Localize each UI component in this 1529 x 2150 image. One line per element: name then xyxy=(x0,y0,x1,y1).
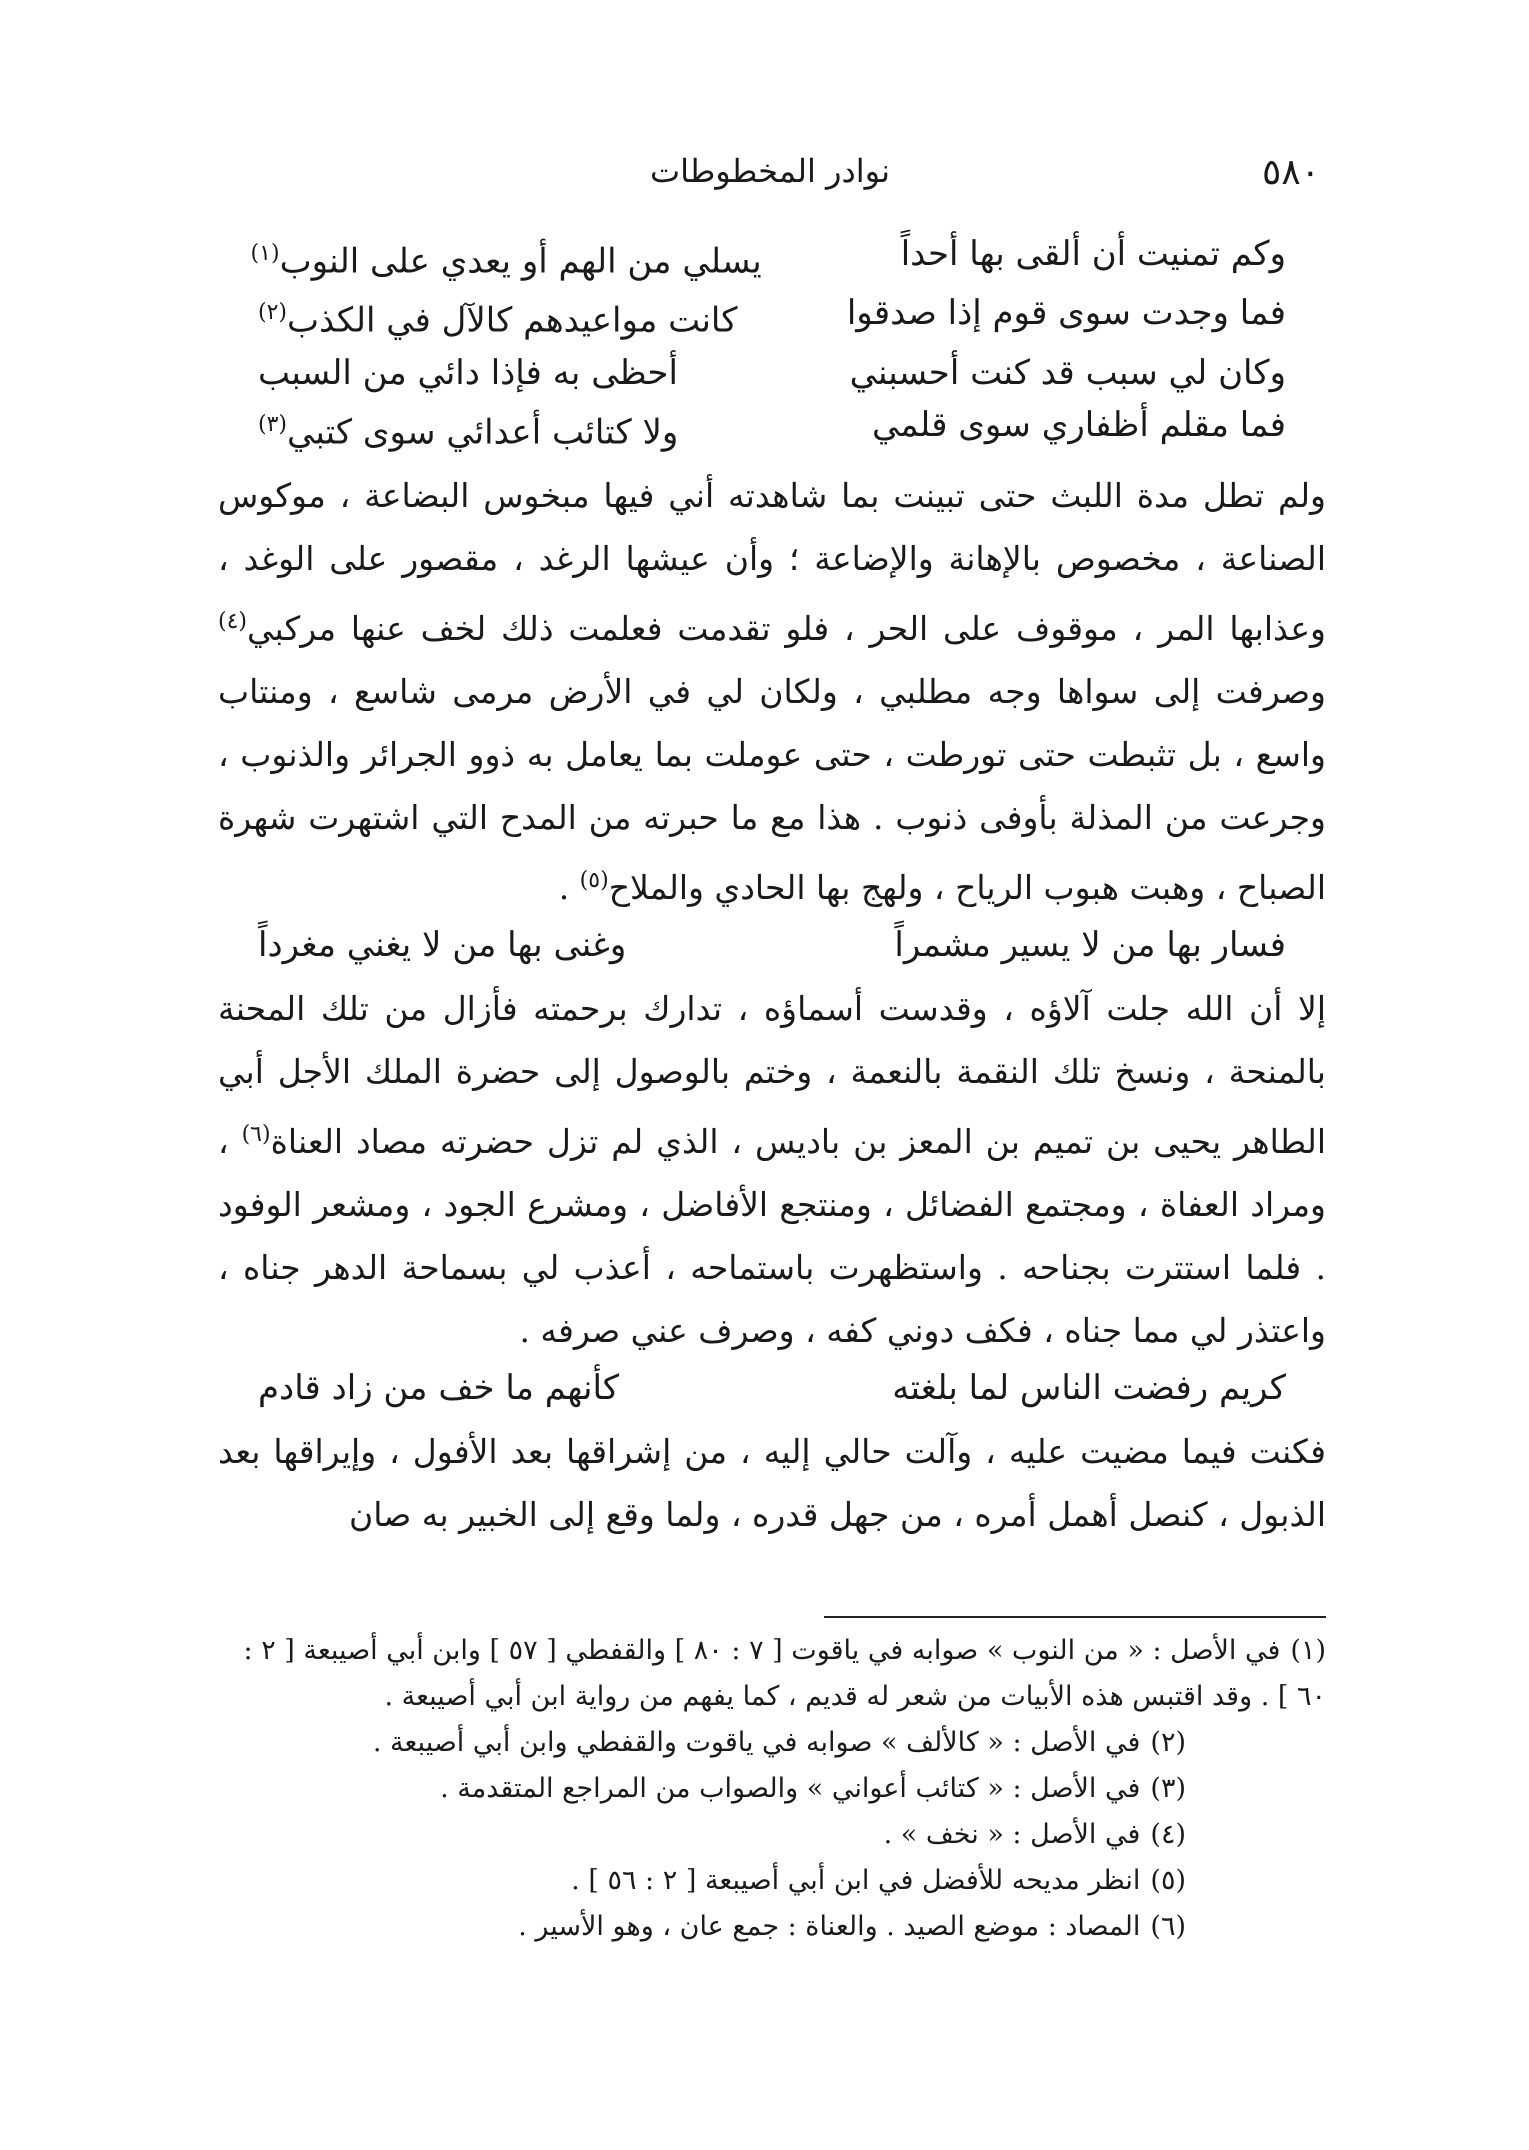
verse-line xyxy=(218,919,1326,971)
footnote-ref: (٣) xyxy=(258,411,288,437)
verse-line xyxy=(218,399,1326,458)
verse-hemistich: أحظى به فإذا دائي من السبب xyxy=(258,352,678,393)
footnote-text: المصاد : موضع الصيد . والعناة : جمع عان ، وهو الأسير . xyxy=(518,1911,1141,1942)
footnote-number: (١) xyxy=(1290,1635,1326,1666)
footnote-ref: (٢) xyxy=(258,300,288,326)
verse-line xyxy=(218,287,1326,346)
footnote xyxy=(218,1766,1326,1812)
page-header xyxy=(220,152,1320,212)
footnote-number: (٣) xyxy=(1150,1773,1186,1804)
footnote-divider xyxy=(824,1616,1326,1618)
footnote-ref: (٦) xyxy=(241,1121,271,1147)
verse-line xyxy=(218,228,1326,287)
verse-hemistich: كانت مواعيدهم كالآل في الكذب$^{(٢)}$ xyxy=(258,300,738,341)
verse-hemistich: فما مقلم أظفاري سوى قلمي xyxy=(871,404,1286,445)
footnote xyxy=(218,1720,1326,1766)
footnote-number: (٦) xyxy=(1150,1911,1186,1942)
verse-hemistich: وغنى بها من لا يغني مغرداً xyxy=(258,924,627,965)
paragraph: فكنت فيما مضيت عليه ، وآلت حالي إليه ، من إشراقها بعد الأفول ، وإيراقها بعد الذبول ، كنصل أهمل أمره ، من جهل قدره ، ولما وقع إلى الخبير به صان xyxy=(218,1431,1326,1534)
verse-hemistich: كأنهم ما خف من زاد قادم xyxy=(258,1367,620,1408)
verse-hemistich: فسار بها من لا يسير مشمراً xyxy=(894,924,1286,965)
verse-line xyxy=(218,1362,1326,1414)
verse-hemistich: ولا كتائب أعدائي سوى كتبي$^{(٣)}$ xyxy=(258,411,679,452)
page-number: ٥٨٠ xyxy=(1261,152,1320,193)
footnote-text: في الأصل : « نخف » . xyxy=(883,1819,1141,1850)
footnote-text: في الأصل : « كتائب أعواني » والصواب من المراجع المتقدمة . xyxy=(440,1773,1141,1804)
verse-hemistich: كريم رفضت الناس لما بلغته xyxy=(892,1367,1286,1408)
verse-hemistich: وكم تمنيت أن ألقى بها أحداً xyxy=(900,234,1286,274)
footnote-number: (٤) xyxy=(1150,1819,1186,1850)
footnote xyxy=(218,1858,1326,1904)
main-text xyxy=(218,228,1326,1546)
verse-hemistich: يسلي من الهم أو يعدي على النوب$^{(١)}$ xyxy=(250,241,762,282)
footnote-text: في الأصل : « كالألف » صوابه في ياقوت والقفطي وابن أبي أصيبعة . xyxy=(372,1727,1141,1758)
paragraph: ولم تطل مدة اللبث حتى تبينت بما شاهدته أني فيها مبخوس البضاعة ، موكوس الصناعة ، مخصوص بالإهانة والإضاعة ؛ وأن عيشها الرغد ، مقصور على الوغد ، وعذابها المر ، موقوف على الحر ، فلو تقدمت فعلمت ذلك لخف عنها مركبي$^{(٤)}$ وصرفت إلى سواها وجه مطلبي ، ولكان لي في الأرض مرمى شاسع ، ومنتاب واسع ، بل تثبطت حتى تورطت ، حتى عوملت بما يعامل به ذوو الجرائر والذنوب ، وجرعت من المذلة بأوفى ذنوب . هذا مع ما حبرته من المدح التي اشتهرت شهرة الصباح ، وهبت هبوب الرياح ، ولهج بها الحادي والملاح$^{(٥)}$ . xyxy=(218,475,1326,907)
footnote xyxy=(218,1812,1326,1858)
verse-hemistich: وكان لي سبب قد كنت أحسبني xyxy=(849,352,1286,393)
footnote-text: في الأصل : « من النوب » صوابه في ياقوت [ ٧ : ٨٠ ] والقفطي [ ٥٧ ] وابن أبي أصيبعة [ ٢ : ٦٠ ] . وقد اقتبس هذه الأبيات من شعر له قديم ، كما يفهم من رواية ابن أبي أصيبعة . xyxy=(243,1635,1326,1712)
footnotes xyxy=(218,1628,1326,1950)
footnote xyxy=(218,1628,1326,1720)
footnote-ref: (٤) xyxy=(218,608,248,634)
footnote-text: انظر مديحه للأفضل في ابن أبي أصيبعة [ ٢ : ٥٦ ] . xyxy=(571,1865,1141,1896)
verse-hemistich: فما وجدت سوى قوم إذا صدقوا xyxy=(846,293,1286,334)
verse-line xyxy=(218,347,1326,399)
footnote-ref: (١) xyxy=(250,241,280,266)
footnote-number: (٥) xyxy=(1150,1865,1186,1896)
paragraph: إلا أن الله جلت آلاؤه ، وقدست أسماؤه ، تدارك برحمته فأزال من تلك المحنة بالمنحة ، ونسخ تلك النقمة بالنعمة ، وختم بالوصول إلى حضرة الملك الأجل أبي الطاهر يحيى بن تميم بن المعز بن باديس ، الذي لم تزل حضرته مصاد العناة$^{(٦)}$ ، ومراد العفاة ، ومجتمع الفضائل ، ومنتجع الأفاضل ، ومشرع الجود ، ومشعر الوفود . فلما استترت بجناحه . واستظهرت باستماحه ، أعذب لي بسماحة الدهر جناه ، واعتذر لي مما جناه ، فكف دوني كفه ، وصرف عني صرفه . xyxy=(218,988,1326,1350)
footnote xyxy=(218,1904,1326,1950)
footnote-number: (٢) xyxy=(1150,1727,1186,1758)
running-title: نوادر المخطوطات xyxy=(649,152,891,190)
footnote-ref: (٥) xyxy=(579,867,609,893)
